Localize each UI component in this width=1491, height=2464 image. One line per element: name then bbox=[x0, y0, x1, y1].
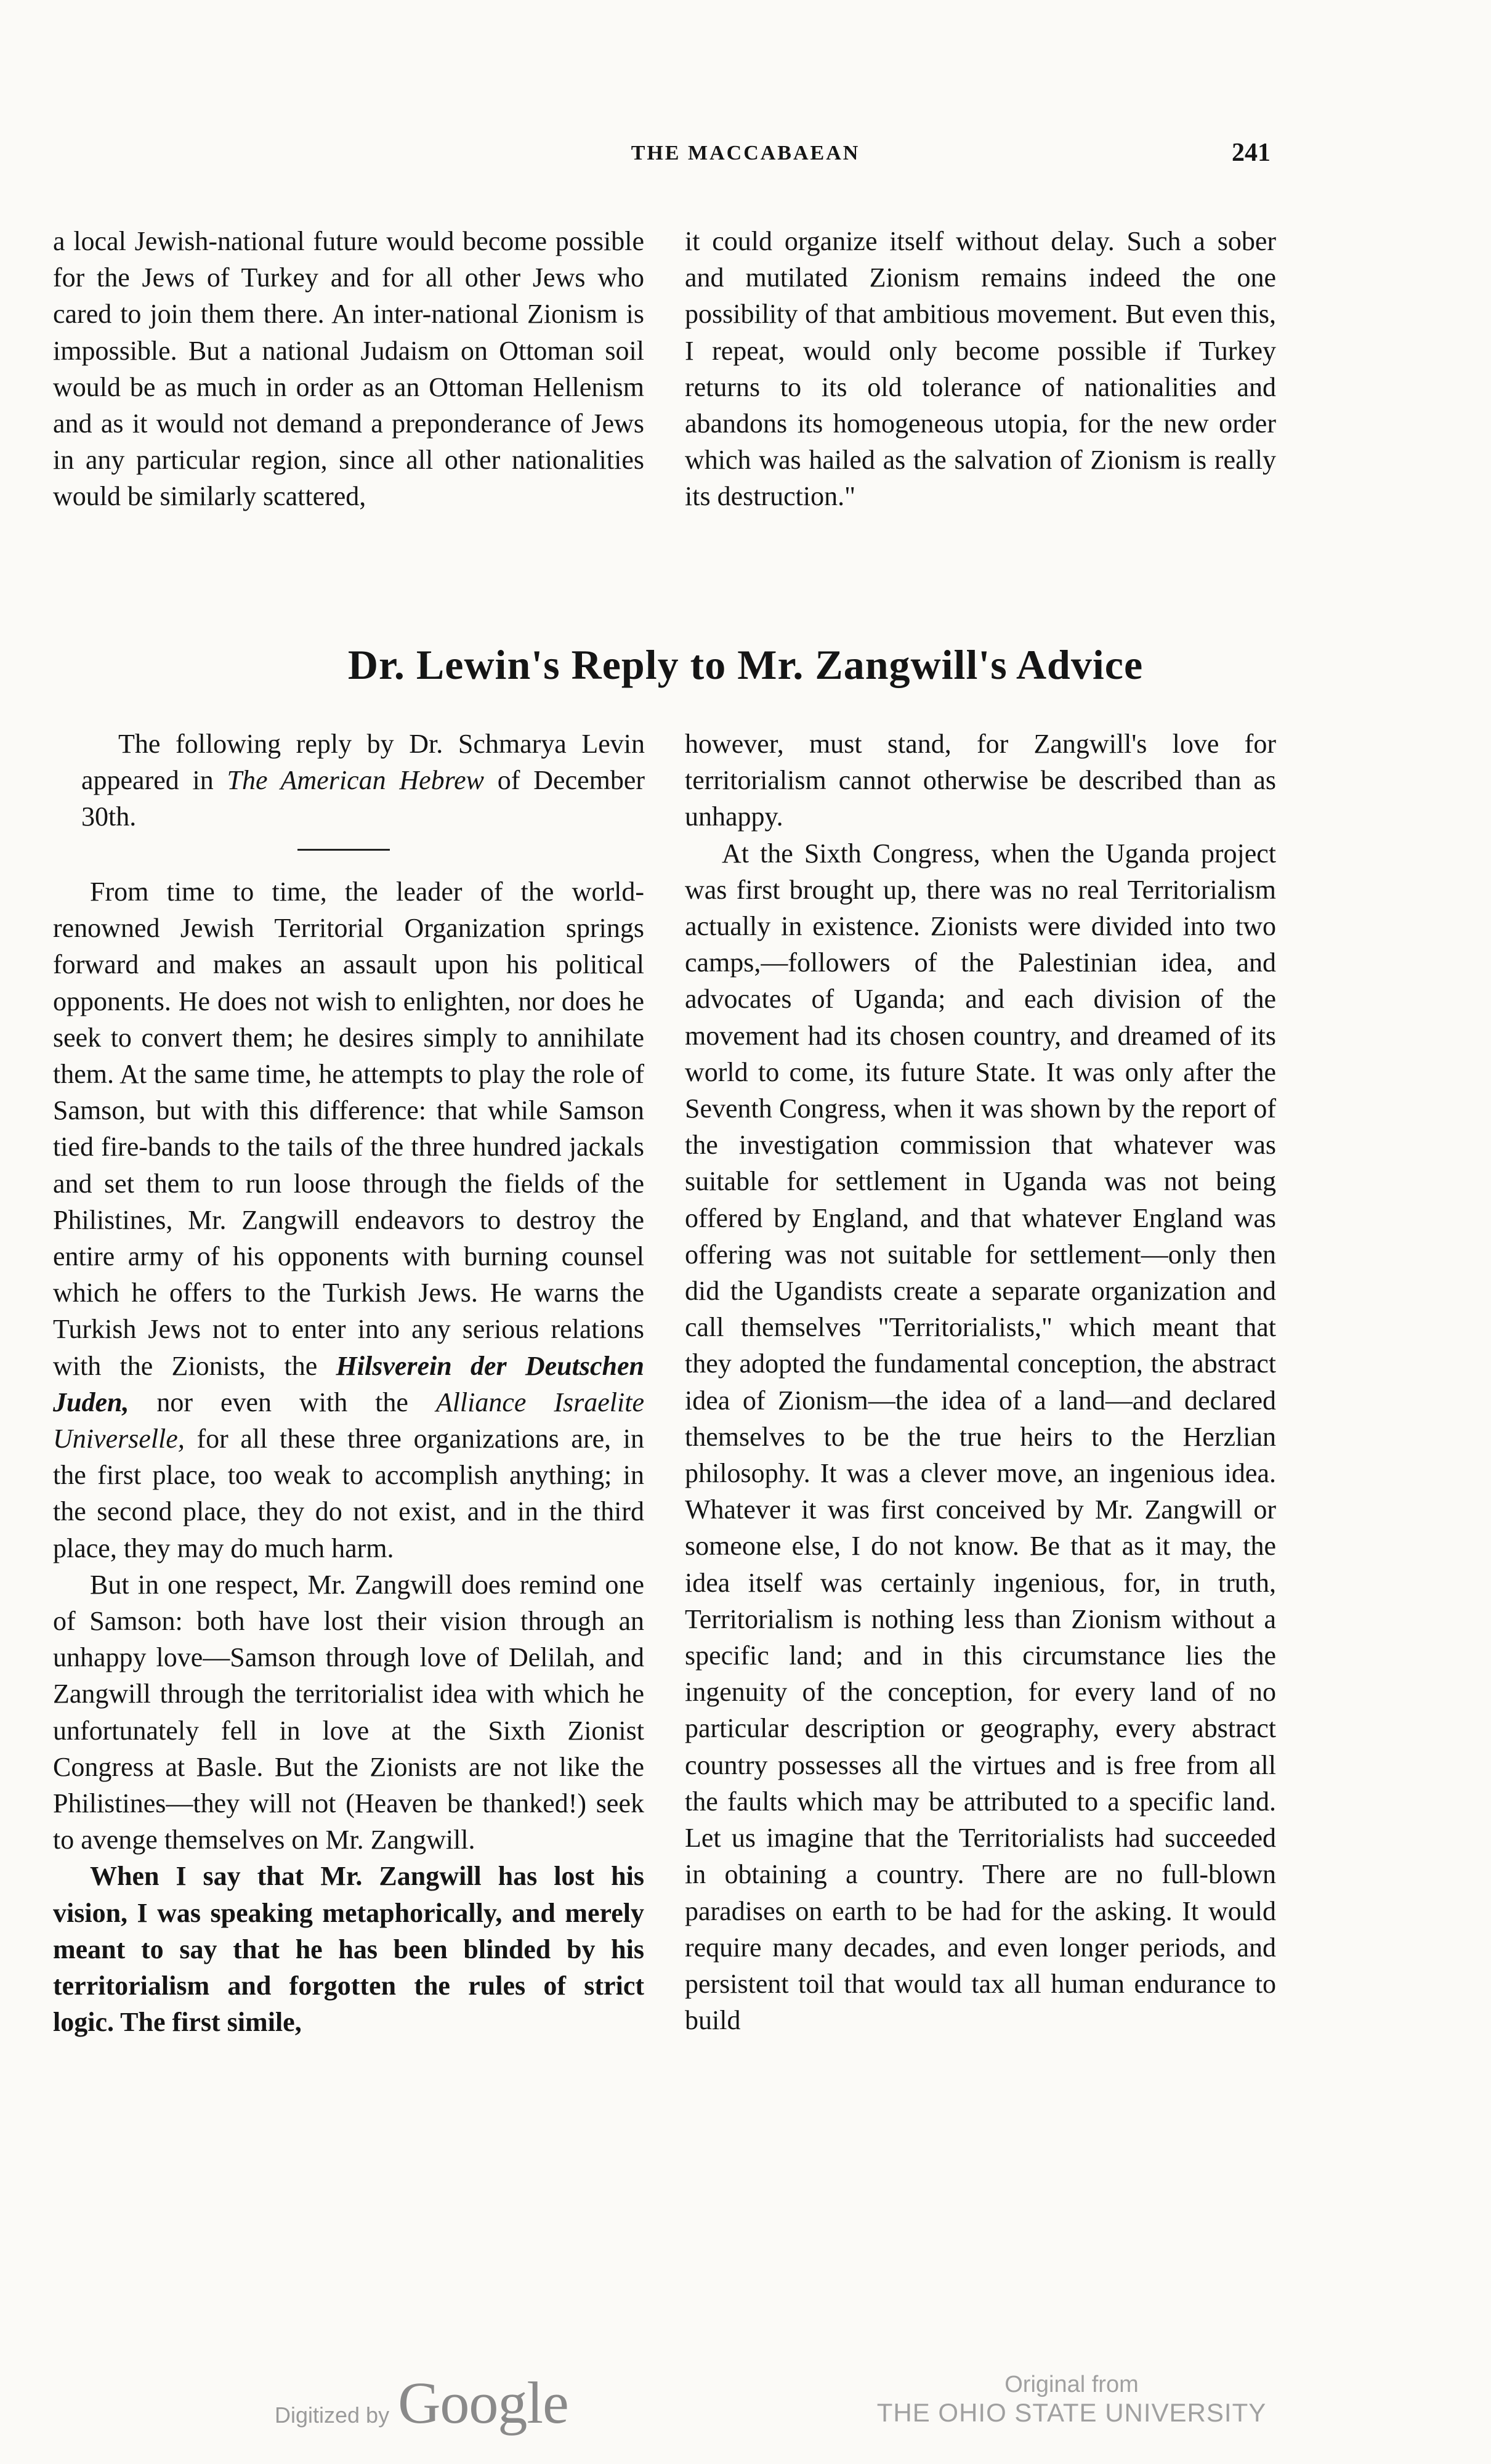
p1-alliance: Alliance Israelite Universelle, bbox=[53, 1387, 644, 1454]
left-paragraph-3: When I say that Mr. Zangwill has lost his vision, I was speaking metaphorically, and merely meant to say that he has been blinded by his territorialism and forgotten the rules of strict logic. The first simile, bbox=[53, 1861, 644, 2038]
right-paragraph-1: however, must stand, for Zangwill's love for territorialism cannot otherwise be described than as unhappy. bbox=[685, 729, 1276, 832]
article-right-column bbox=[685, 726, 1276, 2038]
intro-paragraph bbox=[81, 726, 645, 835]
page-number: 241 bbox=[1232, 139, 1271, 167]
top-right-column bbox=[685, 223, 1276, 515]
article-left-column bbox=[53, 873, 644, 2041]
original-from-label: Original from bbox=[1004, 2372, 1139, 2397]
running-head: THE MACCABAEAN bbox=[631, 142, 860, 164]
p1-hilfsverein: Hilsverein der Deutschen Juden, bbox=[53, 1350, 645, 1417]
p1-text-b: nor even with the bbox=[129, 1387, 436, 1417]
source-attribution bbox=[838, 2372, 1306, 2428]
top-right-paragraph: it could organize itself without delay. Such a sober and mutilated Zionism remains indeed the one possibility of that ambitious movement. But even this, I repeat, would only become possible if Turkey returns to its old tolerance of nationalities and abandons its homogeneous utopia, for the new order which was hailed as the salvation of Zionism is really its destruction." bbox=[685, 226, 1276, 512]
intro-text-before: The following reply by Dr. Schmarya Levin appeared in bbox=[81, 729, 645, 796]
left-paragraph-1 bbox=[53, 873, 644, 1566]
top-left-column bbox=[53, 223, 644, 515]
digitized-by-label: Digitized by bbox=[275, 2402, 390, 2428]
article-intro bbox=[81, 726, 645, 835]
left-paragraph-2: But in one respect, Mr. Zangwill does remind one of Samson: both have lost their vision through an unhappy love—Samson through love of Delilah, and Zangwill through the territorialist idea with which he unfortunately fell in love at the Sixth Zionist Congress at Basle. But the Zionists are not like the Philistines—they will not (Heaven be thanked!) seek to avenge themselves on Mr. Zangwill. bbox=[53, 1569, 644, 1855]
intro-publication: The American Hebrew bbox=[227, 765, 485, 796]
top-left-paragraph: a local Jewish-national future would become possible for the Jews of Turkey and for all other Jews who cared to join them there. An inter-national Zionism is impossible. But a national Judaism on Ottoman soil would be as much in order as an Ottoman Hellenism and as it would not demand a preponderance of Jews in any particular region, since all other nationalities would be similarly scattered, bbox=[53, 226, 644, 512]
institution-name: THE OHIO STATE UNIVERSITY bbox=[876, 2398, 1267, 2427]
p1-text-c: for all these three organizations are, in the first place, too weak to accomplish anything; in the second place, they do not exist, and in the third place, they may do much harm. bbox=[53, 1424, 644, 1563]
intro-text-after: of December 30th. bbox=[81, 765, 645, 832]
p1-text-a: From time to time, the leader of the world-renowned Jewish Territorial Organization springs forward and makes an assault upon his political opponents. He does not wish to enlighten, nor does he seek to convert them; he desires simply to annihilate them. At the same time, he attempts to play the role of Samson, but with this difference: that while Samson tied fire-bands to the tails of the three hundred jackals and set them to run loose through the fields of the Philistines, Mr. Zangwill endeavors to destroy the entire army of his opponents with burning counsel which he offers to the Turkish Jews. He warns the Turkish Jews not to enter into any serious relations with the Zionists, the bbox=[53, 877, 644, 1381]
right-paragraph-2: At the Sixth Congress, when the Uganda project was first brought up, there was no real Territorialism actually in existence. Zionists were divided into two camps,—followers of the Palestinian idea, and advocates of Uganda; and each division of the movement had its chosen country, and dreamed of its world to come, its future State. It was only after the Seventh Congress, when it was shown by the report of the investigation commission that whatever was suitable for settlement in Uganda was not being offered by England, and that whatever England was offering was not suitable for settlement—only then did the Ugandists create a separate organization and call themselves "Territorialists," which meant that they adopted the fundamental conception, the abstract idea of Zionism—the idea of a land—and declared themselves to be the true heirs to the Herzlian philosophy. It was a clever move, an ingenious idea. Whatever it was first conceived by Mr. Zangwill or someone else, I do not know. Be that as it may, the idea itself was certainly ingenious, for, in truth, Territorialism is nothing less than Zionism without a specific land; and in this circumstance lies the ingenuity of the conception, for every land of no particular description or geography, every abstract country possesses all the virtues and is free from all the faults which may be attributed to a specific land. Let us imagine that the Territorialists had succeeded in obtaining a country. There are no full-blown paradises on earth to be had for the asking. It would require many decades, and even longer periods, and persistent toil that would tax all human endurance to build bbox=[685, 838, 1276, 2036]
page-header bbox=[0, 139, 1491, 179]
digitized-by-watermark bbox=[275, 2369, 568, 2437]
google-logo: Google bbox=[398, 2370, 568, 2436]
article-title: Dr. Lewin's Reply to Mr. Zangwill's Advice bbox=[347, 641, 1144, 688]
section-divider bbox=[297, 849, 390, 851]
